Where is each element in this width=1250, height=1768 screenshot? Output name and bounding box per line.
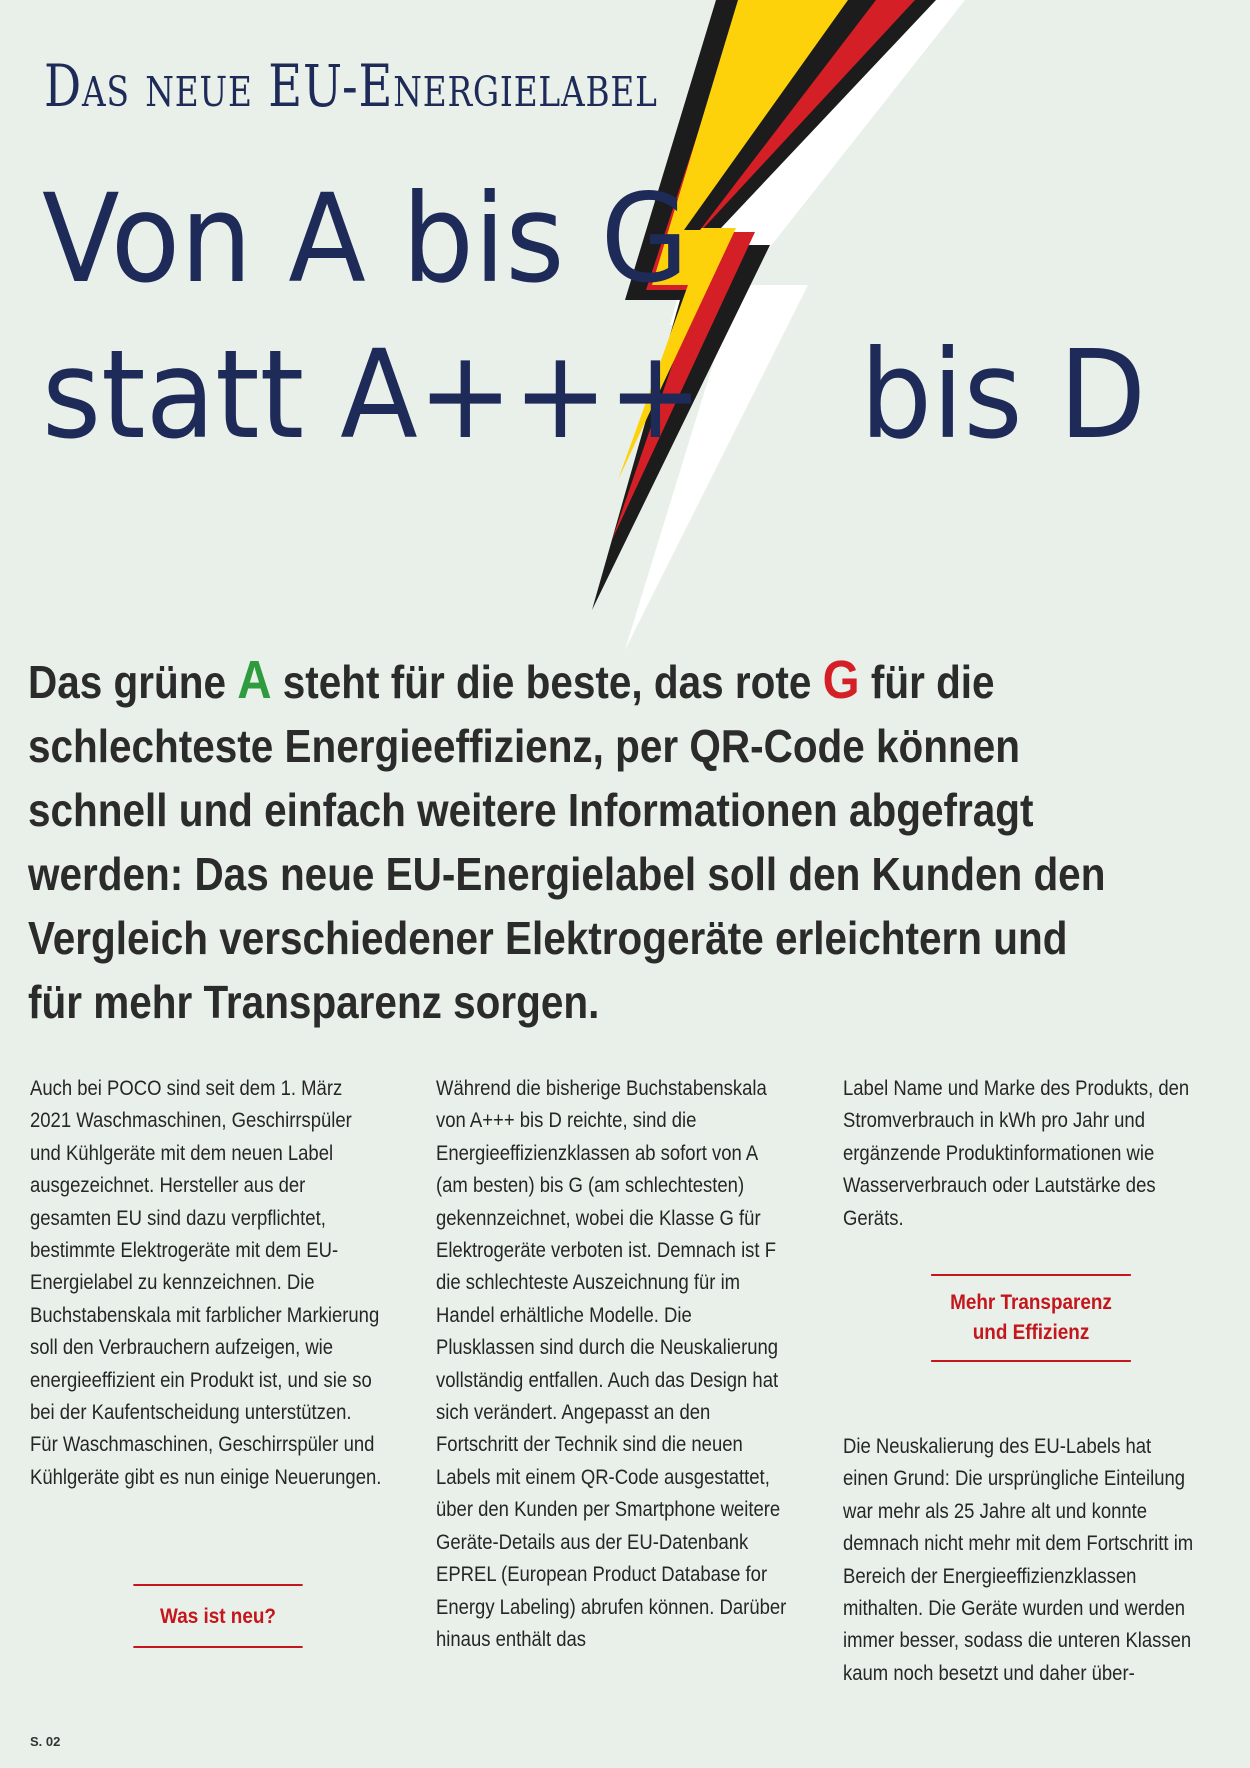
lead-line: für mehr Transparenz sorgen. <box>28 976 600 1028</box>
body-column-1 <box>30 1073 382 1494</box>
lead-line: werden: Das neue EU-Energielabel soll den Kunden den <box>28 848 1106 900</box>
grade-a-letter: A <box>237 650 272 710</box>
body-text: Während die bisherige Buchstabenskala von A+++ bis D reichte, sind die Energieeffizienzklassen ab sofort von A (am besten) bis G (am schlechtesten) gekennzeichnet, wobei die Klasse G für Elektrogeräte verboten ist. Demnach ist F die schlechteste Auszeichnung für im Handel erhältliche Modelle. Die Plusklassen sind durch die Neuskalierung vollständig entfallen. Auch das Design hat sich verändert. Angepasst an den Fortschritt der Technik sind die neuen Labels mit einem QR-Code ausgestattet, über den Kunden per Smartphone weitere Geräte-Details aus der EU-Datenbank EPREL (European Product Database for Energy Labeling) abrufen können. Darüber hinaus enthält das <box>436 1077 787 1651</box>
subhead-text: und Effizienz <box>972 1321 1090 1344</box>
subhead-text: Was ist neu? <box>160 1605 276 1628</box>
kicker-title: Das neue EU-Energielabel <box>44 52 658 120</box>
subhead-mehr-transparenz <box>931 1274 1131 1362</box>
body-text: Die Neuskalierung des EU-Labels hat einen Grund: Die ursprüngliche Einteilung war mehr als 25 Jahre alt und konnte demnach nicht mehr mit dem Fortschritt im Bereich der Energieeffizienzklassen mithalten. Die Geräte wurden und werden immer besser, sodass die unteren Klassen kaum noch besetzt und daher über- <box>843 1435 1194 1685</box>
lead-paragraph <box>28 648 1106 1034</box>
body-text: Label Name und Marke des Produkts, den Stromverbrauch in kWh pro Jahr und ergänzende Produktinformationen wie Wasserverbrauch oder Lautstärke des Geräts. <box>843 1077 1190 1230</box>
lead-line: schlechteste Energieeffizienz, per QR-Code können <box>28 720 1020 772</box>
lead-text: für die <box>859 656 995 708</box>
headline-line-3: bis D <box>860 324 1147 466</box>
subhead-was-ist-neu <box>133 1584 302 1648</box>
lead-text: steht für die beste, das rote <box>271 656 823 708</box>
headline-line-1: Von A bis G <box>42 168 689 310</box>
page-number: S. 02 <box>30 1734 61 1749</box>
body-text: Auch bei POCO sind seit dem 1. März 2021 Waschmaschinen, Geschirrspüler und Kühlgeräte mit dem neuen Label ausgezeichnet. Hersteller aus der gesamten EU sind dazu verpflichtet, bestimmte Elektrogeräte mit dem EU-Energielabel zu kennzeichnen. Die Buchstabenskala mit farblicher Markierung soll den Verbrauchern aufzeigen, wie energieeffizient ein Produkt ist, und sie so bei der Kaufentscheidung unterstützen. Für Waschmaschinen, Geschirrspüler und Kühlgeräte gibt es nun einige Neuerungen. <box>30 1077 382 1489</box>
grade-g-letter: G <box>822 650 860 710</box>
headline-line-2: statt A+++ <box>42 324 703 466</box>
lead-text: Das grüne <box>28 656 238 708</box>
subhead-text: Mehr Transparenz <box>950 1291 1112 1314</box>
lead-line: schnell und einfach weitere Informationen abgefragt <box>28 784 1034 836</box>
lead-line: Vergleich verschiedener Elektrogeräte erleichtern und <box>28 912 1068 964</box>
body-column-2 <box>436 1073 788 1656</box>
body-column-3 <box>843 1073 1195 1690</box>
